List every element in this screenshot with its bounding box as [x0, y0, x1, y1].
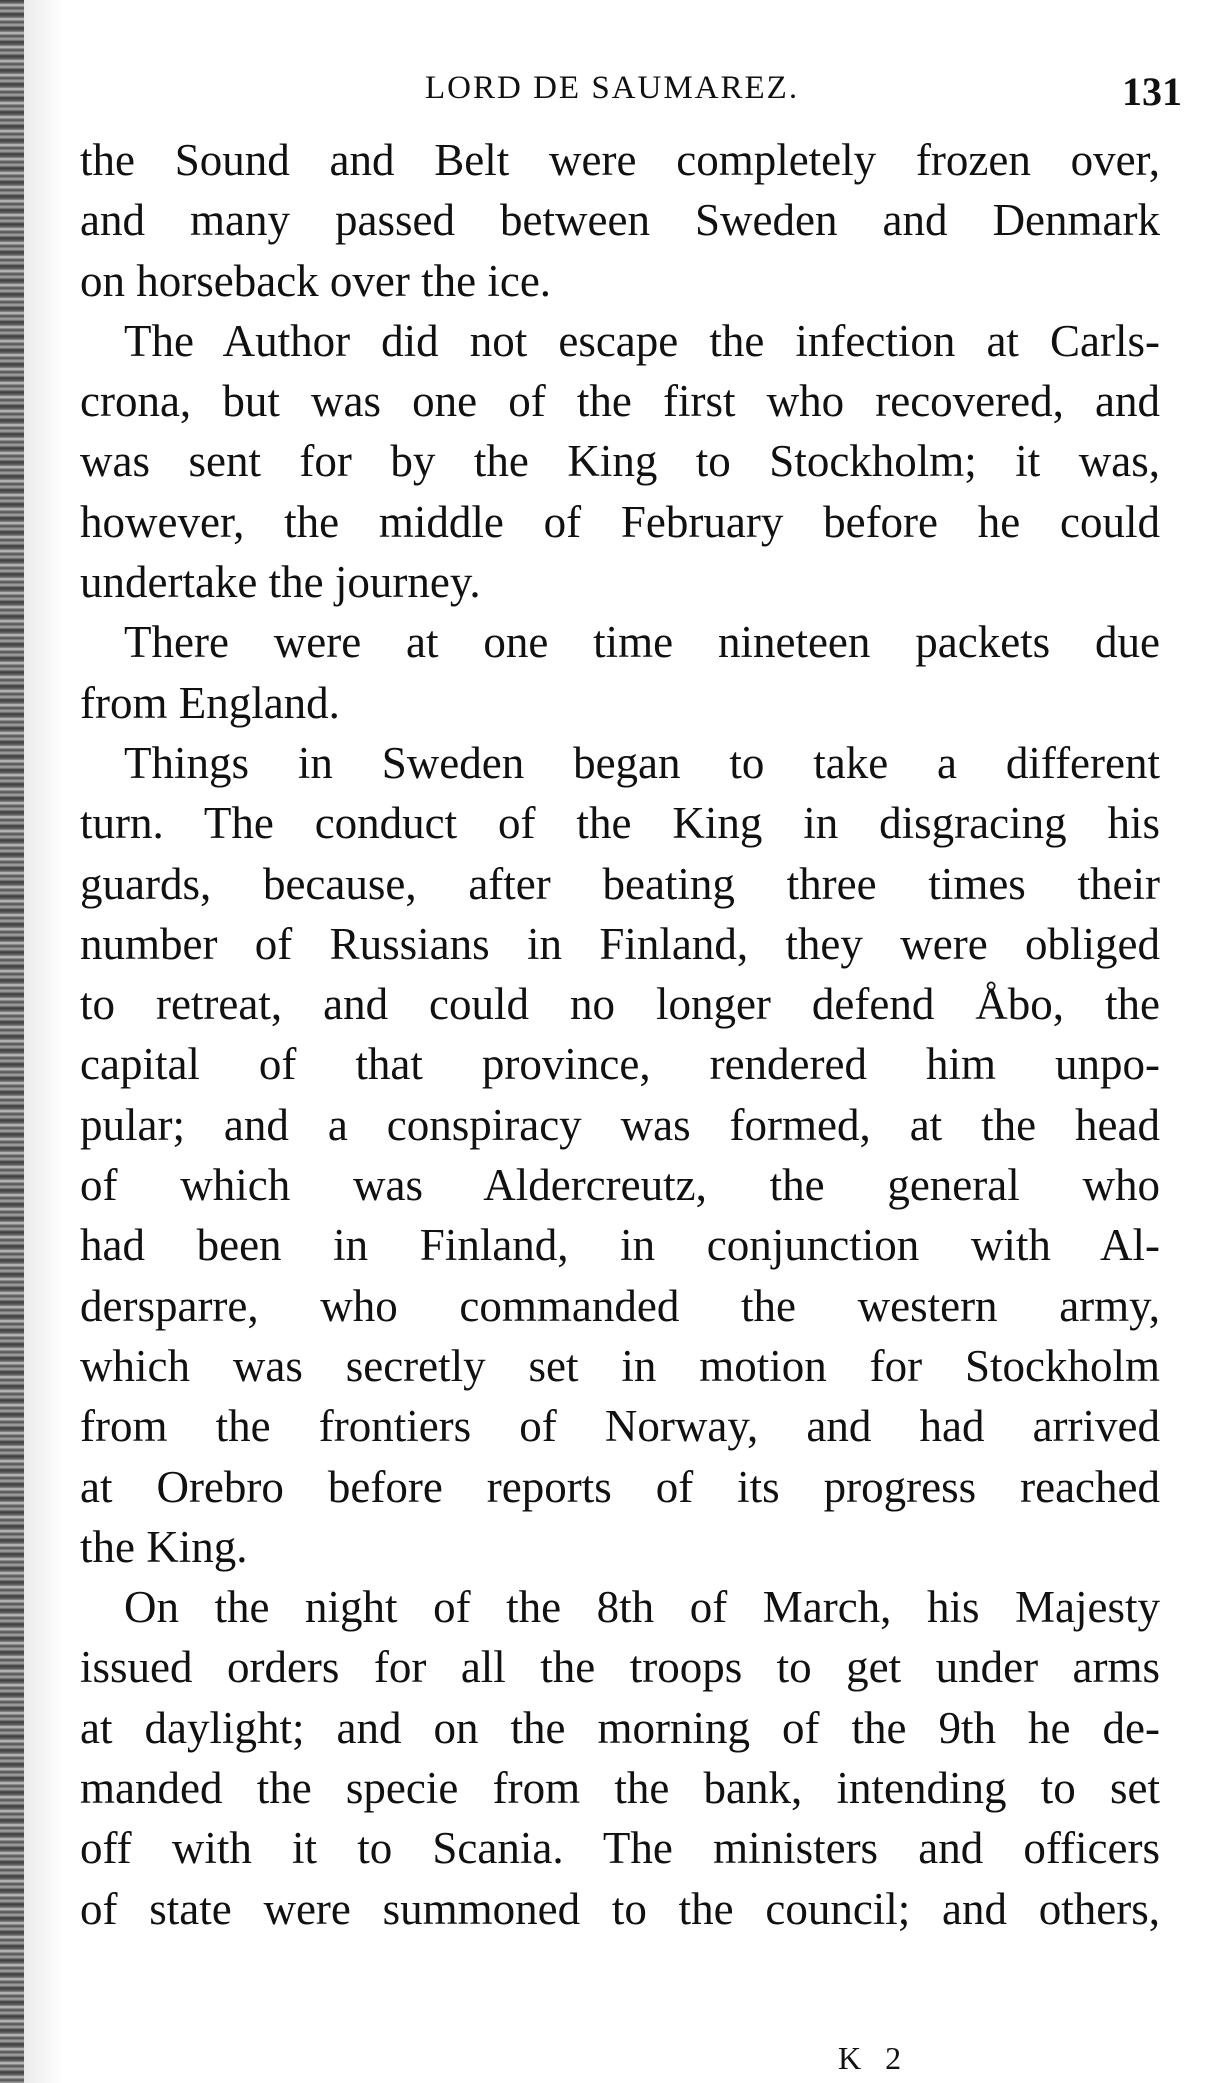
binding-shadow [24, 0, 64, 2083]
text-line: guards, because, after beating three times their [80, 858, 1160, 909]
text-line: On the night of the 8th of March, his Majesty [124, 1582, 1160, 1633]
paragraph [80, 733, 1160, 1577]
text-line: pular; and a conspiracy was formed, at the head [80, 1099, 1160, 1150]
text-line: on horseback over the ice. [80, 255, 552, 306]
text-line: number of Russians in Finland, they were obliged [80, 918, 1160, 969]
signature-mark: K 2 [838, 2040, 910, 2076]
running-title: LORD DE SAUMAREZ. [425, 70, 800, 106]
text-line: at daylight; and on the morning of the 9th he de- [80, 1702, 1160, 1753]
text-line: the Sound and Belt were completely frozen over, [80, 135, 1160, 185]
text-line: turn. The conduct of the King in disgracing his [80, 798, 1160, 849]
book-page [80, 60, 1180, 1939]
text-line: from the frontiers of Norway, and had arrived [80, 1401, 1160, 1452]
text-line: There were at one time nineteen packets due [124, 617, 1160, 668]
binding-gutter [0, 0, 24, 2083]
text-line: to retreat, and could no longer defend Åbo, the [80, 979, 1160, 1030]
text-line: was sent for by the King to Stockholm; it was, [80, 436, 1160, 487]
text-line: of state were summoned to the council; and others, [80, 1883, 1160, 1934]
text-line: however, the middle of February before he could [80, 496, 1160, 547]
text-line: dersparre, who commanded the western army, [80, 1280, 1160, 1331]
text-line: The Author did not escape the infection at Carls- [124, 315, 1160, 366]
text-line: undertake the journey. [80, 557, 481, 608]
paragraph [80, 612, 1160, 733]
page-number: 131 [1122, 69, 1182, 114]
text-line: issued orders for all the troops to get under arms [80, 1642, 1160, 1693]
paragraph [80, 311, 1160, 612]
body-text [80, 130, 1180, 1939]
text-line: had been in Finland, in conjunction with Al- [80, 1220, 1160, 1271]
text-line: crona, but was one of the first who recovered, and [80, 376, 1160, 427]
paragraph [80, 130, 1160, 311]
text-line: off with it to Scania. The ministers and officers [80, 1823, 1160, 1874]
text-line: and many passed between Sweden and Denmark [80, 195, 1160, 246]
text-line: the King. [80, 1521, 248, 1572]
text-line: at Orebro before reports of its progress reached [80, 1461, 1160, 1512]
paragraph [80, 1577, 1160, 1939]
text-line: capital of that province, rendered him unpo- [80, 1039, 1160, 1090]
text-line: from England. [80, 677, 340, 728]
text-line: which was secretly set in motion for Stockholm [80, 1340, 1160, 1391]
text-line: Things in Sweden began to take a different [124, 737, 1160, 788]
running-head [80, 60, 1180, 130]
text-line: of which was Aldercreutz, the general who [80, 1160, 1160, 1211]
text-line: manded the specie from the bank, intending to set [80, 1763, 1160, 1814]
